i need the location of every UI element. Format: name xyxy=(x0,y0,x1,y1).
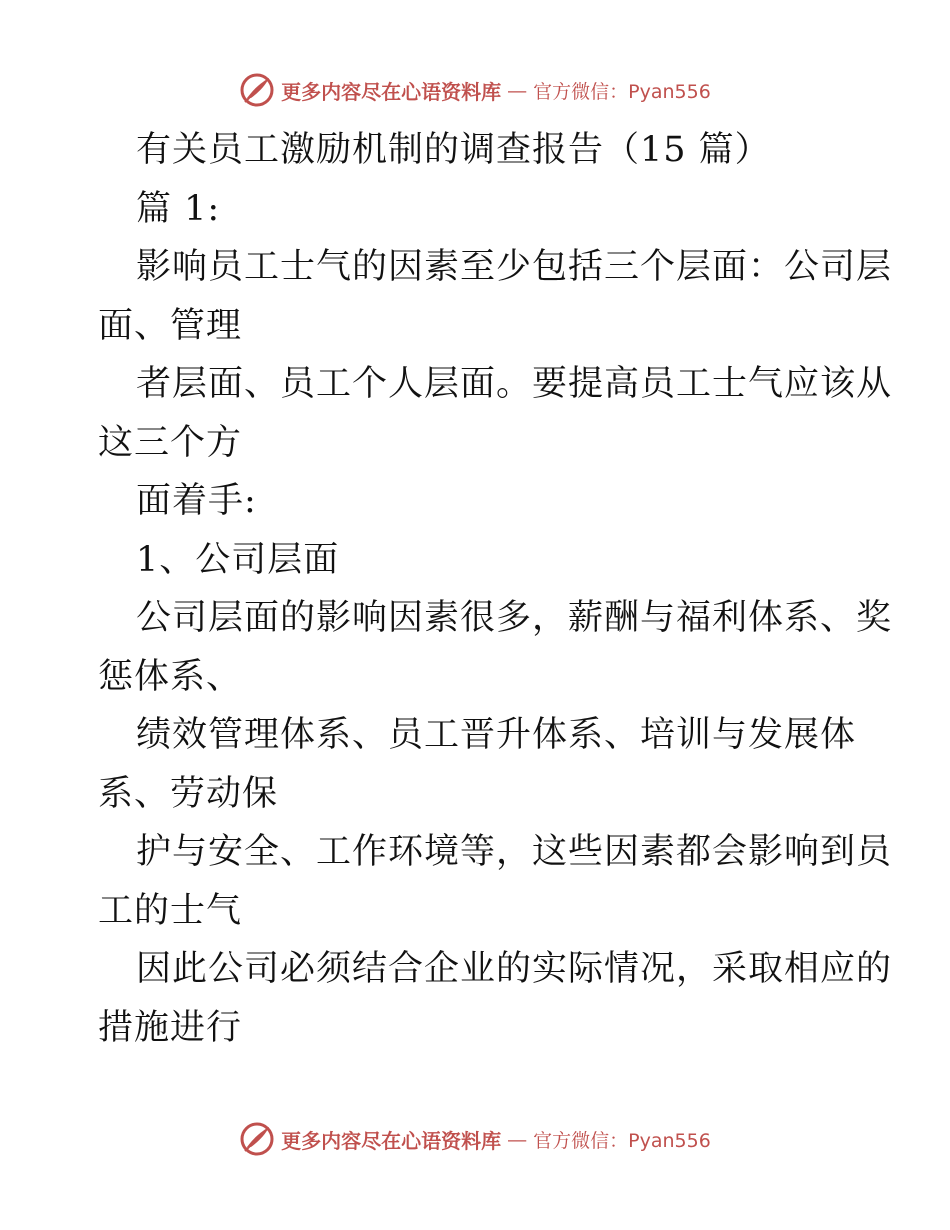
document-line: 这三个方 xyxy=(98,422,243,463)
watermark-wechat: 官方微信：Pyan556 xyxy=(533,80,711,103)
document-line: 公司层面的影响因素很多，薪酬与福利体系、奖 xyxy=(136,598,893,638)
feather-pen-seal-icon xyxy=(239,72,275,108)
document-line: 措施进行 xyxy=(98,1007,243,1048)
document-line: 护与安全、工作环境等，这些因素都会影响到员 xyxy=(136,832,893,872)
document-line: 系、劳动保 xyxy=(98,773,279,814)
watermark-text: 更多内容尽在心语资料库 xyxy=(281,1128,502,1153)
document-line: 面、管理 xyxy=(98,305,243,346)
watermark-wechat: 官方微信：Pyan556 xyxy=(533,1129,711,1152)
watermark-dash: — xyxy=(507,1127,528,1151)
document-line: 绩效管理体系、员工晋升体系、培训与发展体 xyxy=(136,715,857,755)
document-line: 工的士气 xyxy=(98,890,243,931)
header-watermark-banner xyxy=(0,68,950,112)
footer-watermark-banner xyxy=(0,1117,950,1161)
document-line: 因此公司必须结合企业的实际情况，采取相应的 xyxy=(136,949,893,989)
document-line: 惩体系、 xyxy=(98,656,243,697)
document-line: 面着手: xyxy=(136,481,257,521)
document-line: 影响员工士气的因素至少包括三个层面：公司层 xyxy=(136,247,893,287)
document-line: 1、公司层面 xyxy=(136,539,340,580)
document-line: 有关员工激励机制的调查报告（15 篇） xyxy=(136,130,771,170)
document-body xyxy=(98,121,893,1057)
watermark-text: 更多内容尽在心语资料库 xyxy=(281,79,502,104)
document-line: 篇 1: xyxy=(136,188,221,229)
watermark-dash: — xyxy=(507,78,528,102)
document-line: 者层面、员工个人层面。要提高员工士气应该从 xyxy=(136,364,893,404)
feather-pen-seal-icon xyxy=(239,1121,275,1157)
